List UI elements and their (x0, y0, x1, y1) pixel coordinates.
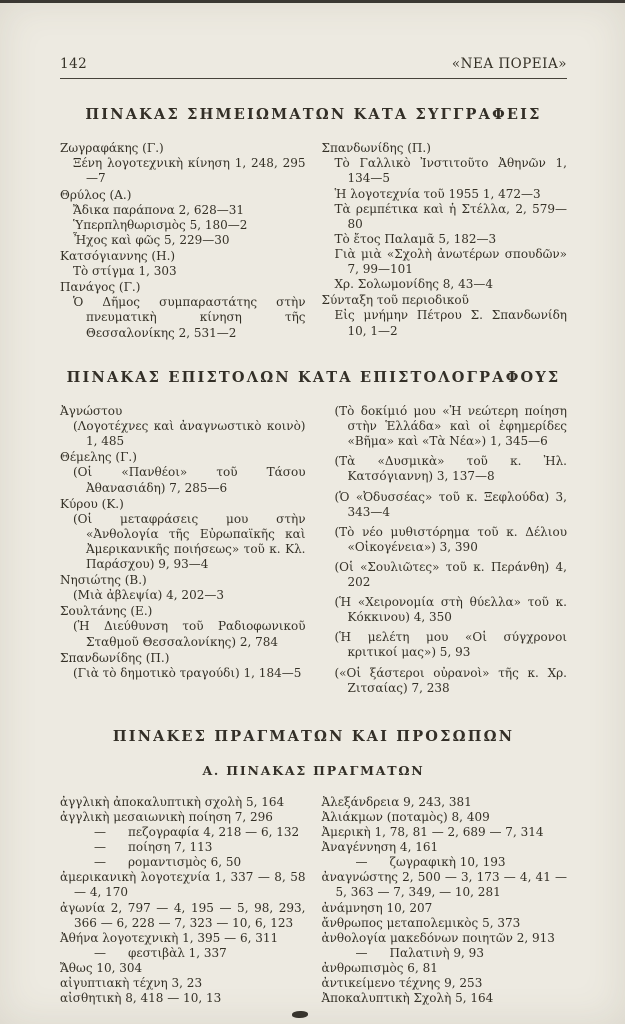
notes-right-column (322, 141, 568, 341)
term-entry: ἀγωνία 2, 797 — 4, 195 — 5, 98, 293, 366 — 6, 228 — 7, 323 — 10, 6, 123 (60, 900, 306, 930)
index-entry (60, 141, 306, 186)
entry-item: (Τὰ «Δυσμικὰ» τοῦ κ. Ἠλ. Κατσόγιαννη) 3, 137—8 (334, 454, 567, 484)
sub-term-entry (322, 946, 568, 961)
author-name: Ζωγραφάκης (Γ.) (60, 141, 164, 156)
entry-item: (Ὁ «Ὀδυσσέας» τοῦ κ. Ξεφλούδα) 3, 343—4 (334, 489, 567, 519)
author-name: Νησιώτης (Β.) (60, 573, 147, 588)
dash-marker: — (355, 855, 368, 870)
index-entry (60, 280, 306, 340)
entry-item: Ἡ λογοτεχνία τοῦ 1955 1, 472—3 (334, 186, 541, 201)
term-entry: Ἀθήνα λογοτεχνικὴ 1, 395 — 6, 311 (60, 930, 279, 945)
index-entry (60, 249, 306, 279)
term-entry: ἀνθολογία μακεδόνων ποιητῶν 2, 913 (321, 930, 555, 945)
index-entry (60, 188, 306, 248)
entry-item: Χρ. Σολωμονίδης 8, 43—4 (334, 277, 493, 292)
notes-left-column (60, 141, 306, 341)
term-entry: ἀγγλικὴ ἀποκαλυπτικὴ σχολὴ 5, 164 (60, 794, 285, 809)
entry-item: Τὸ ἔτος Παλαμᾶ 5, 182—3 (334, 231, 497, 246)
subheading-index-of-subjects: Α. ΠΙΝΑΚΑΣ ΠΡΑΓΜΑΤΩΝ (202, 763, 425, 779)
letters-right-column (322, 404, 568, 701)
term-entry: ἀγγλικὴ μεσαιωνικὴ ποίηση 7, 296 (60, 809, 273, 824)
author-name: Κατσόγιαννης (Η.) (60, 249, 176, 264)
journal-title: «ΝΕΑ ΠΟΡΕΙΑ» (451, 56, 567, 72)
term-text: Παλατινὴ 9, 93 (389, 945, 484, 960)
notes-index (60, 141, 567, 341)
entry-item: (Τὸ δοκίμιό μου «Ἡ νεώτερη ποίηση στὴν Ἑλλάδα» καὶ οἱ ἐφημερίδες «Βῆμα» καὶ «Τὰ Νέα») 1, 345—6 (334, 403, 567, 449)
entry-item: (Οἱ μεταφράσεις μου στὴν «Ἀνθολογία τῆς Εὐρωπαϊκῆς καὶ Ἀμερικανικῆς ποιήσεως» τοῦ κ. Κλ. Παράσχου) 9, 93—4 (73, 511, 306, 572)
term-text: ζωγραφικὴ 10, 193 (389, 855, 506, 870)
entry-item: (Ἡ Διεύθυνση τοῦ Ραδιοφωνικοῦ Σταθμοῦ Θεσσαλονίκης) 2, 784 (73, 619, 306, 649)
letters-left-column (60, 404, 306, 701)
scan-artifact-speck (292, 1011, 308, 1018)
term-entry: Ἀλεξάνδρεια 9, 243, 381 (321, 794, 472, 809)
sub-term-entry (322, 855, 568, 870)
sub-term-entry (60, 825, 306, 840)
page-header (60, 56, 567, 73)
entry-item: (Οἱ «Σουλιῶτες» τοῦ κ. Περάνθη) 4, 202 (334, 559, 567, 590)
index-entry (60, 497, 306, 573)
entry-item: (Οἱ «Πανθέοι» τοῦ Τάσου Ἀθανασιάδη) 7, 285—6 (73, 465, 306, 495)
entry-item: Ὑπερπληθωρισμὸς 5, 180—2 (73, 217, 248, 232)
entry-item: Ὁ Δῆμος συμπαραστάτης στὴν πνευματικὴ κίνηση τῆς Θεσσαλονίκης 2, 531—2 (73, 295, 306, 340)
heading-notes-by-author: ΠΙΝΑΚΑΣ ΣΗΜΕΙΩΜΑΤΩΝ ΚΑΤΑ ΣΥΓΓΡΑΦΕΙΣ (85, 106, 542, 123)
index-entry (322, 141, 568, 292)
page-number: 142 (60, 56, 88, 72)
term-entry: ἀνάμνηση 10, 207 (321, 900, 433, 915)
term-entry: Ἄθως 10, 304 (60, 961, 143, 976)
index-entry (60, 651, 306, 681)
index-entry (60, 573, 306, 603)
author-name: Θέμελης (Γ.) (60, 450, 137, 465)
dash-marker: — (94, 945, 106, 960)
entry-item: (Ἡ «Χειρονομία στὴ θύελλα» τοῦ κ. Κόκκινου) 4, 350 (334, 595, 567, 625)
index-entry (322, 404, 568, 696)
term-entry: Ἀναγέννηση 4, 161 (321, 840, 439, 855)
heading-letters-by-correspondent: ΠΙΝΑΚΑΣ ΕΠΙΣΤΟΛΩΝ ΚΑΤΑ ΕΠΙΣΤΟΛΟΓΡΑΦΟΥΣ (66, 368, 561, 386)
entry-item: (Λογοτέχνες καὶ ἀναγνωστικὸ κοινὸ) 1, 485 (73, 419, 306, 449)
index-entry (322, 293, 568, 338)
author-name: Σπανδωνίδης (Π.) (321, 141, 431, 156)
entry-item: Ἦχος καὶ φῶς 5, 229—30 (73, 232, 230, 247)
dash-marker: — (355, 945, 368, 960)
heading-indexes-of-subjects-and-persons: ΠΙΝΑΚΕΣ ΠΡΑΓΜΑΤΩΝ ΚΑΙ ΠΡΟΣΩΠΩΝ (112, 727, 515, 745)
sub-term-entry (60, 946, 306, 961)
subjects-left-column (60, 795, 306, 1007)
index-entry (60, 450, 306, 495)
term-entry: αἰγυπτιακὴ τέχνη 3, 23 (60, 976, 203, 991)
entry-item: Γιὰ μιὰ «Σχολὴ ἀνωτέρων σπουδῶν» 7, 99—101 (334, 247, 567, 277)
entry-item: (Μιὰ ἀβλεψία) 4, 202—3 (73, 588, 224, 603)
term-text: ρομαντισμὸς 6, 50 (128, 855, 242, 870)
entry-item: Τὸ Γαλλικὸ Ἰνστιτοῦτο Ἀθηνῶν 1, 134—5 (334, 156, 567, 186)
term-entry: ἀναγνώστης 2, 500 — 3, 173 — 4, 41 — 5, 363 — 7, 349, — 10, 281 (321, 870, 567, 900)
author-name: Θρύλος (Α.) (60, 187, 132, 202)
entry-item: Ξένη λογοτεχνικὴ κίνηση 1, 248, 295—7 (73, 156, 306, 186)
term-text: φεστιβὰλ 1, 337 (128, 945, 227, 960)
entry-item: Εἰς μνήμην Πέτρου Σ. Σπανδωνίδη 10, 1—2 (334, 308, 567, 338)
author-name: Σπανδωνίδης (Π.) (60, 650, 170, 665)
dash-marker: — (94, 855, 106, 870)
entry-item: Τὰ ρεμπέτικα καὶ ἡ Στέλλα, 2, 579—80 (334, 201, 567, 231)
subjects-index (60, 795, 567, 1007)
sub-term-entry (60, 855, 306, 870)
term-text: πεζογραφία 4, 218 — 6, 132 (128, 825, 300, 840)
scan-artifact-top-edge (0, 0, 625, 3)
header-rule (60, 78, 567, 79)
term-entry: ἄνθρωπος μεταπολεμικὸς 5, 373 (321, 915, 521, 930)
dash-marker: — (94, 840, 106, 855)
sub-term-entry (60, 840, 306, 855)
entry-item: («Οἱ ξάστεροι οὐρανοὶ» τῆς κ. Χρ. Ζιτσαίας) 7, 238 (334, 665, 567, 695)
index-entry (60, 404, 306, 449)
author-name: Σύνταξη τοῦ περιοδικοῦ (321, 293, 469, 308)
entry-item: (Ἡ μελέτη μου «Οἱ σύγχρονοι κριτικοί μας») 5, 93 (334, 630, 567, 660)
entry-item: Ἄδικα παράπονα 2, 628—31 (73, 202, 245, 217)
entry-item: (Γιὰ τὸ δημοτικὸ τραγούδι) 1, 184—5 (73, 665, 302, 680)
term-entry: Ἀλιάκμων (ποταμὸς) 8, 409 (321, 809, 490, 824)
author-name: Κύρου (Κ.) (60, 496, 124, 511)
term-entry: Ἀμερικὴ 1, 78, 81 — 2, 689 — 7, 314 (321, 825, 544, 840)
entry-item: Τὸ στίγμα 1, 303 (73, 264, 177, 279)
term-entry: ἀντικείμενο τέχνης 9, 253 (321, 976, 483, 991)
subjects-right-column (322, 795, 568, 1007)
author-name: Ἀγνώστου (60, 403, 123, 418)
author-name: Πανάγος (Γ.) (60, 280, 141, 295)
dash-marker: — (94, 825, 106, 840)
author-name: Σουλτάνης (Ε.) (60, 604, 153, 619)
term-entry: Ἀποκαλυπτικὴ Σχολὴ 5, 164 (321, 991, 494, 1006)
index-entry (60, 604, 306, 649)
term-entry: ἀνθρωπισμὸς 6, 81 (321, 961, 438, 976)
term-entry: ἀμερικανικὴ λογοτεχνία 1, 337 — 8, 58 — 4, 170 (60, 870, 306, 900)
term-entry: αἰσθητικὴ 8, 418 — 10, 13 (60, 991, 222, 1006)
entry-item: (Τὸ νέο μυθιστόρημα τοῦ κ. Δέλιου «Οἰκογένεια») 3, 390 (334, 524, 567, 554)
term-text: ποίηση 7, 113 (128, 840, 213, 855)
letters-index (60, 404, 567, 701)
